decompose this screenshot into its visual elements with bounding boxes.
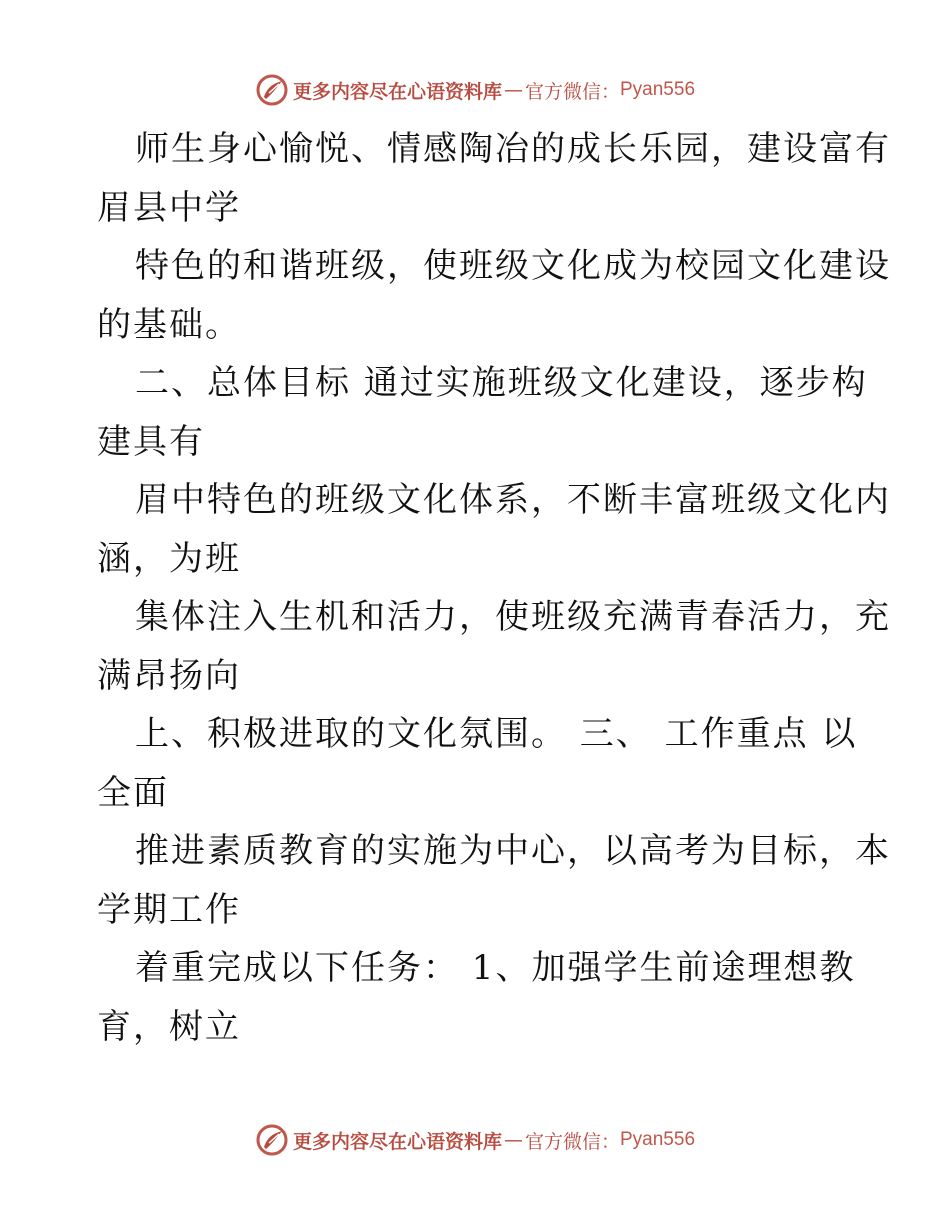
text-line: 眉中特色的班级文化体系，不断丰富班级文化内 [135, 480, 891, 520]
banner-wechat-label: 官方微信： [524, 80, 620, 103]
footer-banner [0, 1120, 950, 1160]
banner-separator: — [503, 1129, 523, 1151]
text-line: 全面 [97, 772, 169, 813]
banner-brand-text: 更多内容尽在心语资料库 [292, 80, 502, 103]
text-line: 满昂扬向 [97, 655, 241, 696]
text-line: 二、总体目标 通过实施班级文化建设，逐步构 [135, 363, 868, 403]
text-line: 育，树立 [97, 1006, 241, 1047]
text-line: 特色的和谐班级，使班级文化成为校园文化建设 [135, 246, 891, 286]
text-line: 集体注入生机和活力，使班级充满青春活力，充 [135, 597, 891, 637]
text-line: 的基础。 [97, 304, 241, 345]
text-line: 学期工作 [97, 889, 241, 930]
text-line: 建具有 [97, 421, 205, 462]
brand-logo-icon [255, 1123, 289, 1157]
text-line: 师生身心愉悦、情感陶冶的成长乐园，建设富有 [135, 129, 891, 169]
banner-wechat-id: Pyan556 [620, 79, 696, 100]
document-body [97, 120, 891, 1056]
text-line: 着重完成以下任务： 1、加强学生前途理想教 [135, 948, 856, 988]
text-line: 推进素质教育的实施为中心，以高考为目标，本 [135, 831, 891, 871]
banner-wechat-id: Pyan556 [620, 1129, 696, 1150]
header-banner [0, 70, 950, 110]
banner-brand-text: 更多内容尽在心语资料库 [292, 1130, 502, 1153]
brand-logo-icon [255, 73, 289, 107]
banner-wechat-label: 官方微信： [524, 1130, 620, 1153]
text-line: 涵，为班 [97, 538, 241, 579]
text-line: 眉县中学 [97, 187, 241, 228]
text-line: 上、积极进取的文化氛围。 三、 工作重点 以 [135, 714, 858, 754]
banner-separator: — [503, 79, 523, 101]
